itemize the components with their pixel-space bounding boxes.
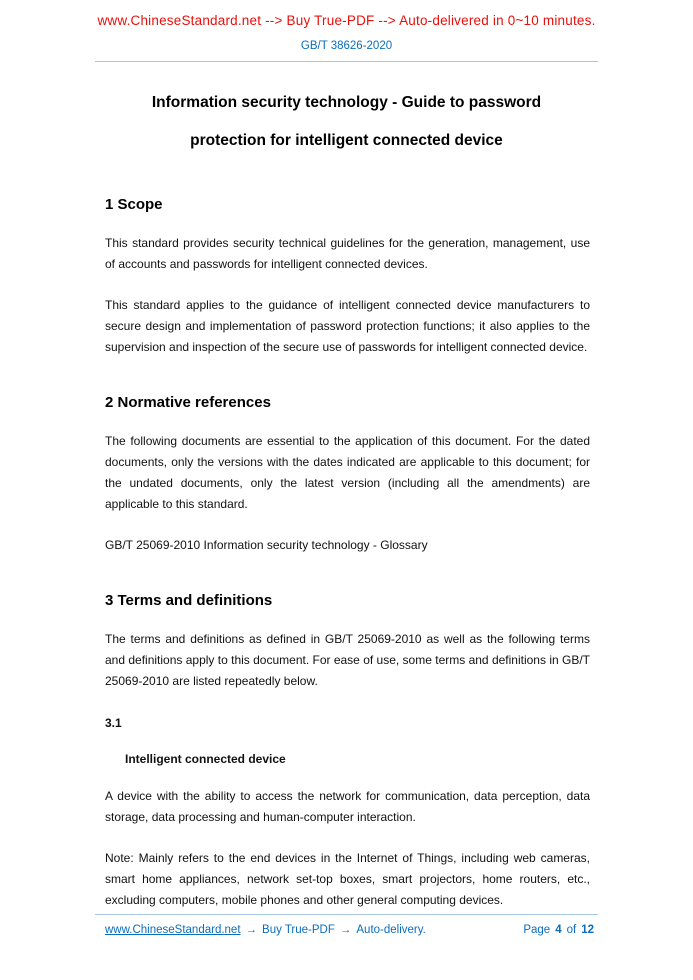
footer-page-number: 4 (555, 924, 562, 936)
section-heading-terms: 3 Terms and definitions (105, 592, 273, 609)
term-note: Note: Mainly refers to the end devices in the Internet of Things, including web cameras, smart home appliances, network set-top boxes, smart projectors, home routers, etc., excluding computers, mobile phones and other general computing devices. (105, 851, 590, 907)
footer-arrow-icon: → (339, 924, 352, 936)
standard-code: GB/T 38626-2020 (300, 40, 393, 52)
scope-paragraph-1: This standard provides security technical guidelines for the generation, management, use of accounts and passwords for intelligent connected devices. (105, 236, 590, 271)
title-line-2: protection for intelligent connected device (190, 132, 503, 149)
section-heading-normative-references: 2 Normative references (105, 394, 271, 411)
term-definition: A device with the ability to access the network for communication, data perception, data storage, data processing and human-computer interaction. (105, 789, 590, 824)
document-title (60, 84, 633, 160)
scope-paragraph-2: This standard applies to the guidance of intelligent connected device manufacturers to secure design and implementation of password protection functions; it also applies to the supervision and inspection of the secure use of passwords for intelligent connected device. (105, 298, 590, 354)
normative-references-paragraph: The following documents are essential to the application of this document. For the dated documents, only the versions with the dates indicated are applicable to this document; for the undated documents, only the latest version (including all the amendments) are applicable to this standard. (105, 434, 590, 511)
footer-promo (95, 924, 426, 936)
footer-website-link[interactable]: www.ChineseStandard.net (105, 924, 241, 936)
title-line-1: Information security technology - Guide to password (151, 94, 542, 111)
terms-intro-paragraph: The terms and definitions as defined in GB/T 25069-2010 as well as the following terms and definitions apply to this document. For ease of use, some terms and definitions in GB/T 25069-2010 are listed repeatedly below. (105, 632, 590, 688)
page-footer (95, 914, 598, 936)
promo-banner (0, 0, 693, 28)
footer-delivery-text: Auto-delivery. (356, 924, 426, 936)
footer-buy-text: Buy True-PDF (262, 924, 335, 936)
term-number: 3.1 (105, 716, 122, 730)
term-name: Intelligent connected device (125, 752, 286, 766)
header-divider (95, 61, 598, 62)
footer-page-indicator (523, 924, 598, 936)
footer-arrow-icon: → (245, 924, 258, 936)
footer-total-pages: 12 (581, 924, 594, 936)
promo-banner-text: www.ChineseStandard.net --> Buy True-PDF --> Auto-delivered in 0~10 minutes. (97, 13, 596, 28)
normative-reference-item: GB/T 25069-2010 Information security technology - Glossary (105, 538, 428, 552)
document-body (105, 196, 590, 911)
footer-page-label: Page (523, 924, 551, 936)
footer-of-label: of (566, 924, 577, 936)
section-heading-scope: 1 Scope (105, 196, 163, 213)
